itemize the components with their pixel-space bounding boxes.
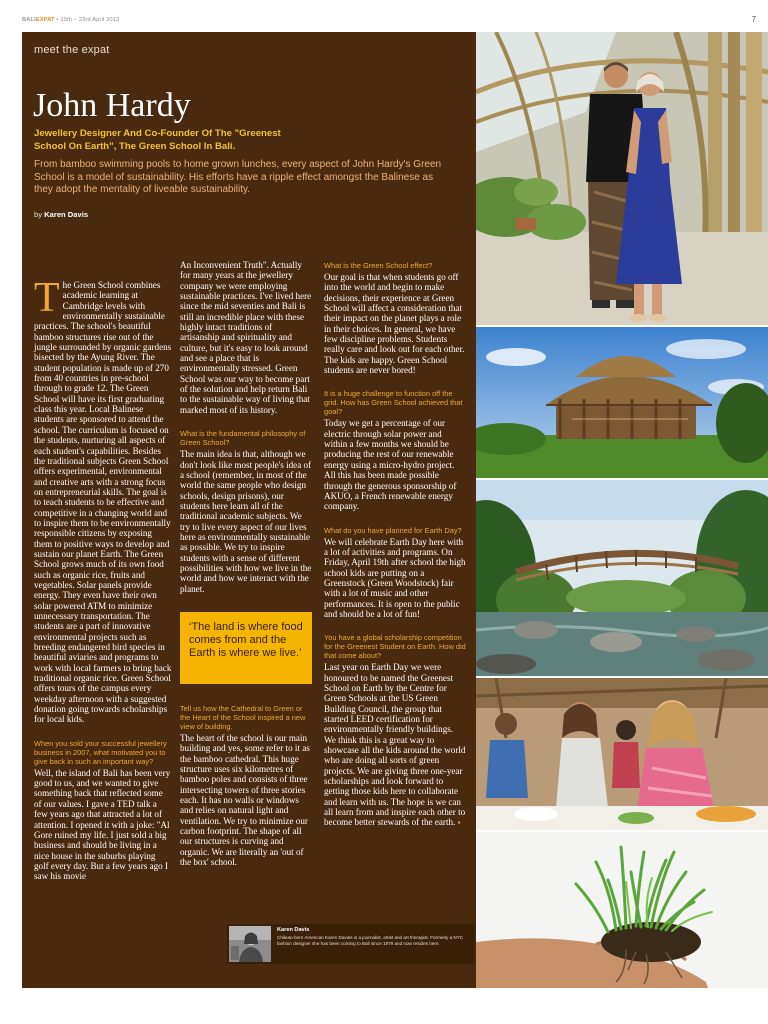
byline-author: Karen Davis (44, 210, 89, 219)
question-5: It is a huge challenge to function off the grid. How has Green School achieved that goal? (324, 389, 463, 417)
photo-plant-image (476, 832, 768, 988)
bio-name: Karen Davis (277, 927, 310, 933)
article-intro: From bamboo swimming pools to home grown lunches, every aspect of John Hardy's Green School is a model of sustainability. His efforts have a ripple effect amongst the Balinese as they adopt the mentality of liveable sustainability. (34, 159, 442, 196)
author-bio-box (227, 924, 475, 964)
answer-1-part-1: Well, the island of Bali has been very good to us, and we wanted to give something back that reflected some of our values. I gave a TED talk a few years ago that attracted a lot of attention. I opened it with a joke: "Al Gore ruined my life. I just sold a big business and should be living in a nice house in the suburbs playing golf every day. But a few years ago I saw his movie (34, 767, 171, 882)
article-subtitle: Jewellery Designer And Co-Founder Of The "Greenest School On Earth", The Green School In Bali. (34, 128, 281, 152)
photo-bamboo-round-building (476, 327, 768, 478)
text-column-2 (180, 260, 312, 867)
answer-2: The main idea is that, although we don't look like most people's idea of a school (remember, in most of the world the same people who design schools, design prisons), our students here learn all of the traditional academic subjects. We try to live every aspect of our lives here as environmentally sustainable as possible. We try to inspire students with a sense of different possibilities with how we live in the world and how we interact with the planet. (180, 449, 312, 594)
question-2: What is the fundamental philosophy of Green School? (180, 429, 306, 448)
drop-cap: T (34, 275, 60, 321)
issue-line (22, 17, 120, 23)
bio-text: Chilean-born American Karen Davies is a journalist, artist and art therapist. Formerly a NYC fashion designer she has been coming to Bali since 1979 and now resides here. (277, 935, 464, 946)
answer-7 (324, 662, 466, 829)
photo-children-cooking (476, 678, 768, 830)
byline (34, 210, 88, 219)
article-title: John Hardy (33, 87, 191, 124)
answer-7-text: Last year on Earth Day we were honoured to be named the Greenest School on Earth by the Centre for Green Schools at the US Green Building Council, the group that started LEED certification for environmentally friendly buildings. We think this is a great way to showcase all the kids around the world who are doing all sorts of green projects. We are giving three one-year scholarships and look forward to getting those kids here to collaborate and learn with us. The hope is we can all learn from and inspire each other to become better stewards of the earth. (324, 662, 466, 828)
running-header (22, 15, 756, 27)
photo-bamboo-bridge-river (476, 480, 768, 676)
photo-children-image (476, 678, 768, 830)
question-3: Tell us how the Cathedral to Green or the Heart of the School inspired a new view of building. (180, 703, 306, 731)
question-6: What do you have planned for Earth Day? (324, 525, 462, 535)
brand-expat: EXPAT (35, 17, 55, 23)
text-column-1 (34, 275, 172, 882)
author-photo (229, 926, 271, 962)
lead-paragraph (34, 275, 172, 725)
photo-bridge-image (476, 480, 768, 676)
end-mark: ▪ (457, 818, 461, 828)
photo-couple-bamboo-building (476, 32, 768, 325)
answer-5: Today we get a percentage of our electric through solar power and within a few months we should be producing the rest of our renewable energy using a micro-hydro project. All this has been made possible through the generous sponsorship of AKUO, a French renewable energy company. (324, 418, 457, 512)
question-1: When you sold your successful jewellery business in 2007, what motivated you to give back in such an important way? (34, 738, 167, 766)
page-number: 7 (751, 15, 756, 24)
question-4: What is the Green School effect? (324, 261, 433, 270)
answer-4: Our goal is that when students go off into the world and begin to make decisions, their experience at Green School will affect a consideration that their impact on the planet plays a role in their choices. In general, we have few discipline problems. Students really care and look out for each other. The kids are happy. Green School students are never bored! (324, 272, 465, 376)
photo-hands-holding-plant (476, 832, 768, 988)
photo-couple-image (476, 32, 768, 325)
section-label: meet the expat (34, 44, 110, 56)
text-column-3 (324, 261, 466, 829)
answer-1-part-2: An Inconvenient Truth". Actually for many years at the jewellery company we were employing sustainable practices. I've lived here since the mid seventies and Bali is still an incredible place with these highly intact traditions of artisanship and spirituality and culture, but it's easy to look around and see a place that is environmentally stressed. Green School was our way to become part of the solution and help return Bali to the sustainable way of living that marked most of its history. (180, 260, 312, 415)
photo-round-building-image (476, 327, 768, 478)
lead-text: he Green School combines academic learning at Cambridge levels with environmentally sustainable practices. The school's beautiful bamboo structures rise out of the jungle surrounded by organic gardens bisected by the Ayung River. The student population is made up of 270 from 40 countries in pre-school through to grade 12. The Green School will have its first graduating class this year. Local Balinese students are sponsored to attend the school. The curriculum is focused on the students, nurturing all aspects of each student's capabilities. Besides the traditional subjects Green School offers experimental, environmental and creative arts with a strong focus on entrepreneurial skills. The goal is to teach students to be effective and competitive in a changing world and to inspire them to be environmentally responsible citizens by exposing them to positive ways to develop and sustain our planet Earth. The Green School grows much of its own food such as organic rice, fruits and vegetables. Solar panels provide energy. They even have their own solar powered ATM to minimize unnecessary transportation. The students are a part of innovative environmental projects such as breeding endangered bird species in beautiful aviaries and programs to work with local farmers to bring back traditional organic rice. Green School offers tours of the campus every weekday afternoon with a suggested donation going towards scholarships for local kids. (34, 280, 172, 725)
issue-date: • 10th – 23rd April 2013 (54, 17, 120, 23)
answer-6: We will celebrate Earth Day here with a lot of activities and programs. On Friday, April 19th after school the high school kids are putting on a Greenstock (Green Woodstock) fair with a lot of music and other performances. It is open to the public and should be a lot of fun! (324, 536, 466, 619)
answer-3: The heart of the school is our main building and yes, some refer to it as the bamboo cathedral. This huge structure uses six kilometres of bamboo poles and consists of three intersecting towers of three stories each. It has no walls or windows and relies on natural light and ventilation. We try to minimize our carbon footprint. The shape of all our structures is curving and organic. We are literally an 'out of the box' school. (180, 732, 310, 868)
byline-prefix: by (34, 210, 43, 219)
pull-quote: ‘The land is where food comes from and the Earth is where we live.’ (180, 612, 312, 684)
article-panel (22, 32, 476, 988)
brand-bali: BALI (22, 17, 36, 23)
question-7: You have a global scholarship competition for the Greenest Student on Earth. How did that come about? (324, 633, 466, 661)
